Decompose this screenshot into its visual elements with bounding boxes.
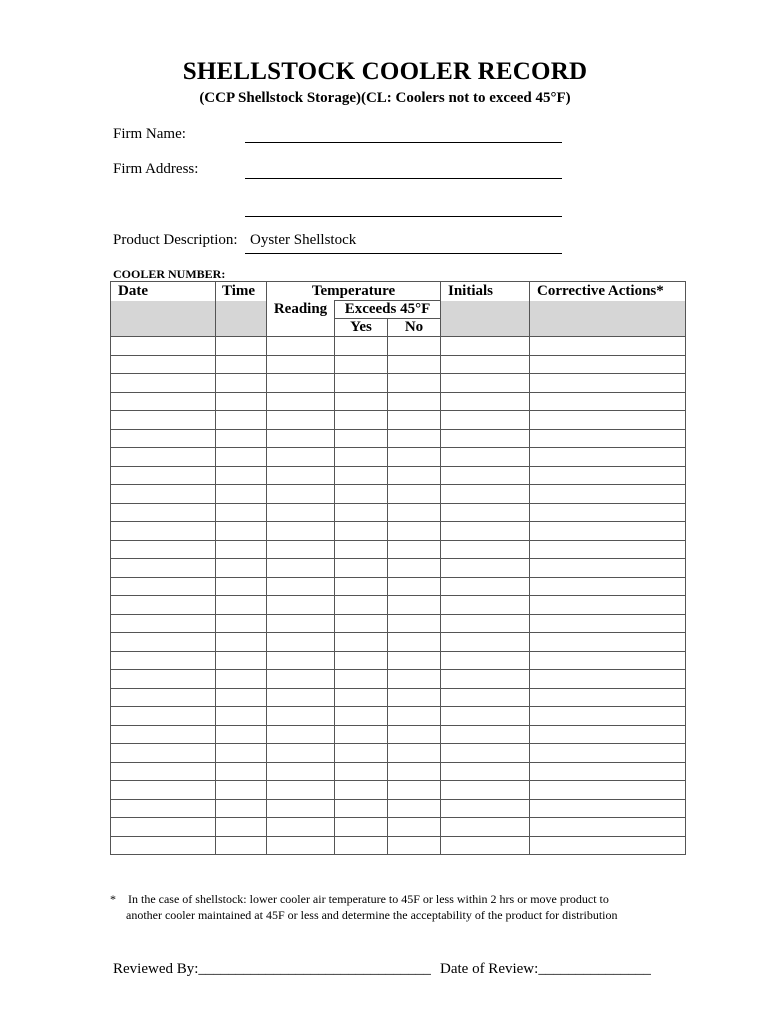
- product-description-label: Product Description:: [113, 232, 238, 248]
- firm-address-field-line-2[interactable]: [245, 216, 562, 217]
- exceeds-no-cell[interactable]: [388, 614, 441, 633]
- reading-cell[interactable]: [267, 762, 335, 781]
- exceeds-yes-cell[interactable]: [335, 374, 388, 393]
- reading-cell[interactable]: [267, 596, 335, 615]
- reading-cell[interactable]: [267, 744, 335, 763]
- date-of-review: [440, 961, 651, 978]
- reading-cell[interactable]: [267, 429, 335, 448]
- initials-cell[interactable]: [441, 448, 530, 467]
- exceeds-no-cell[interactable]: [388, 818, 441, 837]
- time-header-fill: [216, 301, 267, 337]
- initials-cell[interactable]: [441, 818, 530, 837]
- log-row: [111, 781, 686, 800]
- corrective-actions-header: Corrective Actions*: [530, 282, 686, 301]
- cooler-number-label: COOLER NUMBER:: [113, 267, 226, 281]
- corrective-actions-cell[interactable]: [530, 485, 686, 504]
- exceeds-no-cell[interactable]: [388, 485, 441, 504]
- corrective-actions-cell[interactable]: [530, 707, 686, 726]
- page-title: SHELLSTOCK COOLER RECORD: [182, 58, 588, 85]
- time-cell[interactable]: [216, 633, 267, 652]
- corrective-actions-cell[interactable]: [530, 392, 686, 411]
- product-description-value: Oyster Shellstock: [250, 232, 357, 248]
- reading-cell[interactable]: [267, 818, 335, 837]
- exceeds-yes-cell[interactable]: [335, 651, 388, 670]
- firm-name-field[interactable]: [245, 142, 562, 143]
- exceeds-yes-cell[interactable]: [335, 392, 388, 411]
- log-row: [111, 633, 686, 652]
- exceeds-yes-cell[interactable]: [335, 522, 388, 541]
- log-row: [111, 670, 686, 689]
- exceeds-no-cell[interactable]: [388, 448, 441, 467]
- exceeds-yes-cell[interactable]: [335, 744, 388, 763]
- corrective-actions-cell[interactable]: [530, 818, 686, 837]
- corrective-actions-cell[interactable]: [530, 596, 686, 615]
- log-row: [111, 818, 686, 837]
- corrective-actions-cell[interactable]: [530, 633, 686, 652]
- time-cell[interactable]: [216, 429, 267, 448]
- reading-cell[interactable]: [267, 485, 335, 504]
- log-row: [111, 448, 686, 467]
- yes-header: Yes: [335, 319, 388, 337]
- initials-cell[interactable]: [441, 725, 530, 744]
- reading-cell[interactable]: [267, 503, 335, 522]
- corrective-actions-cell[interactable]: [530, 725, 686, 744]
- date-header: Date: [111, 282, 216, 301]
- reading-cell[interactable]: [267, 374, 335, 393]
- time-cell[interactable]: [216, 744, 267, 763]
- date-cell[interactable]: [111, 781, 216, 800]
- corrective-actions-cell[interactable]: [530, 429, 686, 448]
- firm-name-label: Firm Name:: [113, 126, 186, 142]
- date-cell[interactable]: [111, 725, 216, 744]
- time-cell[interactable]: [216, 559, 267, 578]
- cooler-log-table: [110, 281, 686, 855]
- time-cell[interactable]: [216, 614, 267, 633]
- date-cell[interactable]: [111, 577, 216, 596]
- exceeds-yes-cell[interactable]: [335, 725, 388, 744]
- log-row: [111, 559, 686, 578]
- corrective-actions-cell[interactable]: [530, 337, 686, 356]
- exceeds-yes-cell[interactable]: [335, 781, 388, 800]
- reading-cell[interactable]: [267, 799, 335, 818]
- exceeds-yes-cell[interactable]: [335, 411, 388, 430]
- time-cell[interactable]: [216, 411, 267, 430]
- exceeds-yes-cell[interactable]: [335, 337, 388, 356]
- no-header: No: [388, 319, 441, 337]
- reading-cell[interactable]: [267, 670, 335, 689]
- exceeds-yes-cell[interactable]: [335, 559, 388, 578]
- log-row: [111, 707, 686, 726]
- exceeds-no-cell[interactable]: [388, 559, 441, 578]
- date-cell[interactable]: [111, 485, 216, 504]
- exceeds-no-cell[interactable]: [388, 503, 441, 522]
- exceeds-yes-cell[interactable]: [335, 836, 388, 855]
- exceeds-no-cell[interactable]: [388, 355, 441, 374]
- reading-cell[interactable]: [267, 466, 335, 485]
- log-row: [111, 485, 686, 504]
- time-cell[interactable]: [216, 836, 267, 855]
- exceeds-no-cell[interactable]: [388, 744, 441, 763]
- corrective-actions-cell[interactable]: [530, 522, 686, 541]
- reading-cell[interactable]: [267, 559, 335, 578]
- initials-cell[interactable]: [441, 744, 530, 763]
- initials-cell[interactable]: [441, 836, 530, 855]
- date-cell[interactable]: [111, 633, 216, 652]
- exceeds-yes-cell[interactable]: [335, 818, 388, 837]
- date-cell[interactable]: [111, 836, 216, 855]
- corrective-actions-cell[interactable]: [530, 559, 686, 578]
- exceeds-no-cell[interactable]: [388, 596, 441, 615]
- time-cell[interactable]: [216, 540, 267, 559]
- time-cell[interactable]: [216, 818, 267, 837]
- product-description-field[interactable]: [245, 253, 562, 254]
- exceeds-no-cell[interactable]: [388, 374, 441, 393]
- exceeds-no-cell[interactable]: [388, 429, 441, 448]
- date-cell[interactable]: [111, 744, 216, 763]
- log-row: [111, 762, 686, 781]
- exceeds-yes-cell[interactable]: [335, 614, 388, 633]
- log-row: [111, 355, 686, 374]
- corrective-actions-cell[interactable]: [530, 651, 686, 670]
- exceeds-yes-cell[interactable]: [335, 466, 388, 485]
- corrective-actions-cell[interactable]: [530, 466, 686, 485]
- exceeds-yes-cell[interactable]: [335, 596, 388, 615]
- initials-cell[interactable]: [441, 577, 530, 596]
- initials-cell[interactable]: [441, 392, 530, 411]
- log-row: [111, 540, 686, 559]
- reading-cell[interactable]: [267, 392, 335, 411]
- reading-cell[interactable]: [267, 522, 335, 541]
- temperature-header: Temperature: [267, 282, 441, 301]
- initials-cell[interactable]: [441, 651, 530, 670]
- log-row: [111, 836, 686, 855]
- time-cell[interactable]: [216, 374, 267, 393]
- page-subtitle: (CCP Shellstock Storage)(CL: Coolers not to exceed 45°F): [199, 90, 571, 106]
- exceeds-no-cell[interactable]: [388, 707, 441, 726]
- log-row: [111, 744, 686, 763]
- log-row: [111, 429, 686, 448]
- reading-cell[interactable]: [267, 651, 335, 670]
- exceeds-yes-cell[interactable]: [335, 448, 388, 467]
- footnote-marker: *: [110, 892, 116, 906]
- corrective-actions-cell[interactable]: [530, 614, 686, 633]
- exceeds-no-cell[interactable]: [388, 577, 441, 596]
- time-cell[interactable]: [216, 762, 267, 781]
- log-row: [111, 374, 686, 393]
- date-cell[interactable]: [111, 614, 216, 633]
- firm-address-label: Firm Address:: [113, 161, 199, 177]
- log-row: [111, 337, 686, 356]
- initials-header: Initials: [441, 282, 530, 301]
- date-cell[interactable]: [111, 448, 216, 467]
- initials-cell[interactable]: [441, 559, 530, 578]
- corrective-actions-cell[interactable]: [530, 762, 686, 781]
- date-cell[interactable]: [111, 688, 216, 707]
- exceeds-yes-cell[interactable]: [335, 688, 388, 707]
- reading-cell[interactable]: [267, 355, 335, 374]
- exceeds-no-cell[interactable]: [388, 688, 441, 707]
- date-cell[interactable]: [111, 559, 216, 578]
- initials-cell[interactable]: [441, 707, 530, 726]
- date-cell[interactable]: [111, 818, 216, 837]
- log-row: [111, 614, 686, 633]
- reading-cell[interactable]: [267, 411, 335, 430]
- initials-cell[interactable]: [441, 596, 530, 615]
- time-cell[interactable]: [216, 707, 267, 726]
- exceeds-yes-cell[interactable]: [335, 503, 388, 522]
- time-header: Time: [216, 282, 267, 301]
- corrective-actions-cell[interactable]: [530, 448, 686, 467]
- reading-cell[interactable]: [267, 725, 335, 744]
- date-header-fill: [111, 301, 216, 337]
- exceeds-no-cell[interactable]: [388, 651, 441, 670]
- date-cell[interactable]: [111, 355, 216, 374]
- time-cell[interactable]: [216, 651, 267, 670]
- footnote-line-2: another cooler maintained at 45F or less and determine the acceptability of the product for distribution: [126, 908, 618, 922]
- corrective-actions-cell[interactable]: [530, 540, 686, 559]
- log-row: [111, 522, 686, 541]
- date-cell[interactable]: [111, 707, 216, 726]
- corrective-actions-cell[interactable]: [530, 688, 686, 707]
- exceeds-no-cell[interactable]: [388, 725, 441, 744]
- exceeds-yes-cell[interactable]: [335, 429, 388, 448]
- date-cell[interactable]: [111, 337, 216, 356]
- exceeds-no-cell[interactable]: [388, 670, 441, 689]
- exceeds-yes-cell[interactable]: [335, 670, 388, 689]
- time-cell[interactable]: [216, 355, 267, 374]
- initials-cell[interactable]: [441, 355, 530, 374]
- reading-cell[interactable]: [267, 836, 335, 855]
- reading-cell[interactable]: [267, 707, 335, 726]
- time-cell[interactable]: [216, 522, 267, 541]
- date-cell[interactable]: [111, 392, 216, 411]
- time-cell[interactable]: [216, 485, 267, 504]
- reviewed-by-field[interactable]: _______________________________: [198, 961, 431, 977]
- date-cell[interactable]: [111, 374, 216, 393]
- corrective-actions-cell[interactable]: [530, 744, 686, 763]
- log-row: [111, 651, 686, 670]
- initials-cell[interactable]: [441, 337, 530, 356]
- exceeds-no-cell[interactable]: [388, 781, 441, 800]
- date-cell[interactable]: [111, 540, 216, 559]
- corrective-actions-cell[interactable]: [530, 355, 686, 374]
- exceeds-no-cell[interactable]: [388, 836, 441, 855]
- log-row: [111, 725, 686, 744]
- exceeds-yes-cell[interactable]: [335, 799, 388, 818]
- initials-cell[interactable]: [441, 429, 530, 448]
- exceeds-no-cell[interactable]: [388, 392, 441, 411]
- time-cell[interactable]: [216, 688, 267, 707]
- initials-cell[interactable]: [441, 485, 530, 504]
- date-cell[interactable]: [111, 411, 216, 430]
- time-cell[interactable]: [216, 799, 267, 818]
- exceeds-no-cell[interactable]: [388, 411, 441, 430]
- exceeds-yes-cell[interactable]: [335, 577, 388, 596]
- reading-cell[interactable]: [267, 633, 335, 652]
- corrective-actions-header-fill: [530, 301, 686, 337]
- initials-cell[interactable]: [441, 466, 530, 485]
- exceeds-no-cell[interactable]: [388, 337, 441, 356]
- reading-cell[interactable]: [267, 688, 335, 707]
- exceeds-yes-cell[interactable]: [335, 355, 388, 374]
- log-body: [111, 337, 686, 855]
- reading-cell[interactable]: [267, 577, 335, 596]
- initials-cell[interactable]: [441, 411, 530, 430]
- log-row: [111, 466, 686, 485]
- log-row: [111, 411, 686, 430]
- initials-cell[interactable]: [441, 522, 530, 541]
- date-of-review-label: Date of Review:: [440, 961, 539, 977]
- initials-cell[interactable]: [441, 781, 530, 800]
- reading-cell[interactable]: [267, 337, 335, 356]
- date-cell[interactable]: [111, 799, 216, 818]
- date-cell[interactable]: [111, 651, 216, 670]
- time-cell[interactable]: [216, 596, 267, 615]
- time-cell[interactable]: [216, 337, 267, 356]
- initials-cell[interactable]: [441, 633, 530, 652]
- log-row: [111, 577, 686, 596]
- time-cell[interactable]: [216, 448, 267, 467]
- log-row: [111, 503, 686, 522]
- exceeds-no-cell[interactable]: [388, 522, 441, 541]
- time-cell[interactable]: [216, 392, 267, 411]
- corrective-actions-cell[interactable]: [530, 374, 686, 393]
- exceeds-no-cell[interactable]: [388, 762, 441, 781]
- corrective-actions-cell[interactable]: [530, 670, 686, 689]
- firm-address-field-line-1[interactable]: [245, 178, 562, 179]
- corrective-actions-cell[interactable]: [530, 799, 686, 818]
- exceeds-yes-cell[interactable]: [335, 633, 388, 652]
- reading-cell[interactable]: [267, 614, 335, 633]
- reviewed-by: [113, 961, 431, 978]
- date-cell[interactable]: [111, 429, 216, 448]
- exceeds-no-cell[interactable]: [388, 633, 441, 652]
- initials-cell[interactable]: [441, 540, 530, 559]
- initials-cell[interactable]: [441, 799, 530, 818]
- date-of-review-field[interactable]: _______________: [538, 961, 651, 977]
- initials-cell[interactable]: [441, 503, 530, 522]
- footnote-line-1: In the case of shellstock: lower cooler air temperature to 45F or less within 2 hrs or move product to: [128, 892, 609, 906]
- time-cell[interactable]: [216, 725, 267, 744]
- date-cell[interactable]: [111, 466, 216, 485]
- time-cell[interactable]: [216, 466, 267, 485]
- initials-cell[interactable]: [441, 614, 530, 633]
- log-row: [111, 688, 686, 707]
- initials-cell[interactable]: [441, 374, 530, 393]
- corrective-actions-cell[interactable]: [530, 836, 686, 855]
- date-cell[interactable]: [111, 670, 216, 689]
- time-cell[interactable]: [216, 670, 267, 689]
- reading-cell[interactable]: [267, 448, 335, 467]
- time-cell[interactable]: [216, 577, 267, 596]
- reading-header: Reading: [267, 301, 335, 337]
- log-row: [111, 596, 686, 615]
- time-cell[interactable]: [216, 781, 267, 800]
- exceeds-yes-cell[interactable]: [335, 485, 388, 504]
- initials-cell[interactable]: [441, 670, 530, 689]
- corrective-actions-cell[interactable]: [530, 781, 686, 800]
- exceeds-yes-cell[interactable]: [335, 540, 388, 559]
- corrective-actions-cell[interactable]: [530, 577, 686, 596]
- corrective-actions-cell[interactable]: [530, 411, 686, 430]
- exceeds-header: Exceeds 45°F: [335, 301, 441, 319]
- reading-cell[interactable]: [267, 540, 335, 559]
- log-row: [111, 392, 686, 411]
- initials-header-fill: [441, 301, 530, 337]
- date-cell[interactable]: [111, 522, 216, 541]
- date-cell[interactable]: [111, 503, 216, 522]
- exceeds-no-cell[interactable]: [388, 540, 441, 559]
- exceeds-yes-cell[interactable]: [335, 707, 388, 726]
- log-row: [111, 799, 686, 818]
- corrective-actions-cell[interactable]: [530, 503, 686, 522]
- date-cell[interactable]: [111, 762, 216, 781]
- date-cell[interactable]: [111, 596, 216, 615]
- exceeds-no-cell[interactable]: [388, 466, 441, 485]
- exceeds-yes-cell[interactable]: [335, 762, 388, 781]
- time-cell[interactable]: [216, 503, 267, 522]
- exceeds-no-cell[interactable]: [388, 799, 441, 818]
- reviewed-by-label: Reviewed By:: [113, 961, 199, 977]
- initials-cell[interactable]: [441, 688, 530, 707]
- reading-cell[interactable]: [267, 781, 335, 800]
- initials-cell[interactable]: [441, 762, 530, 781]
